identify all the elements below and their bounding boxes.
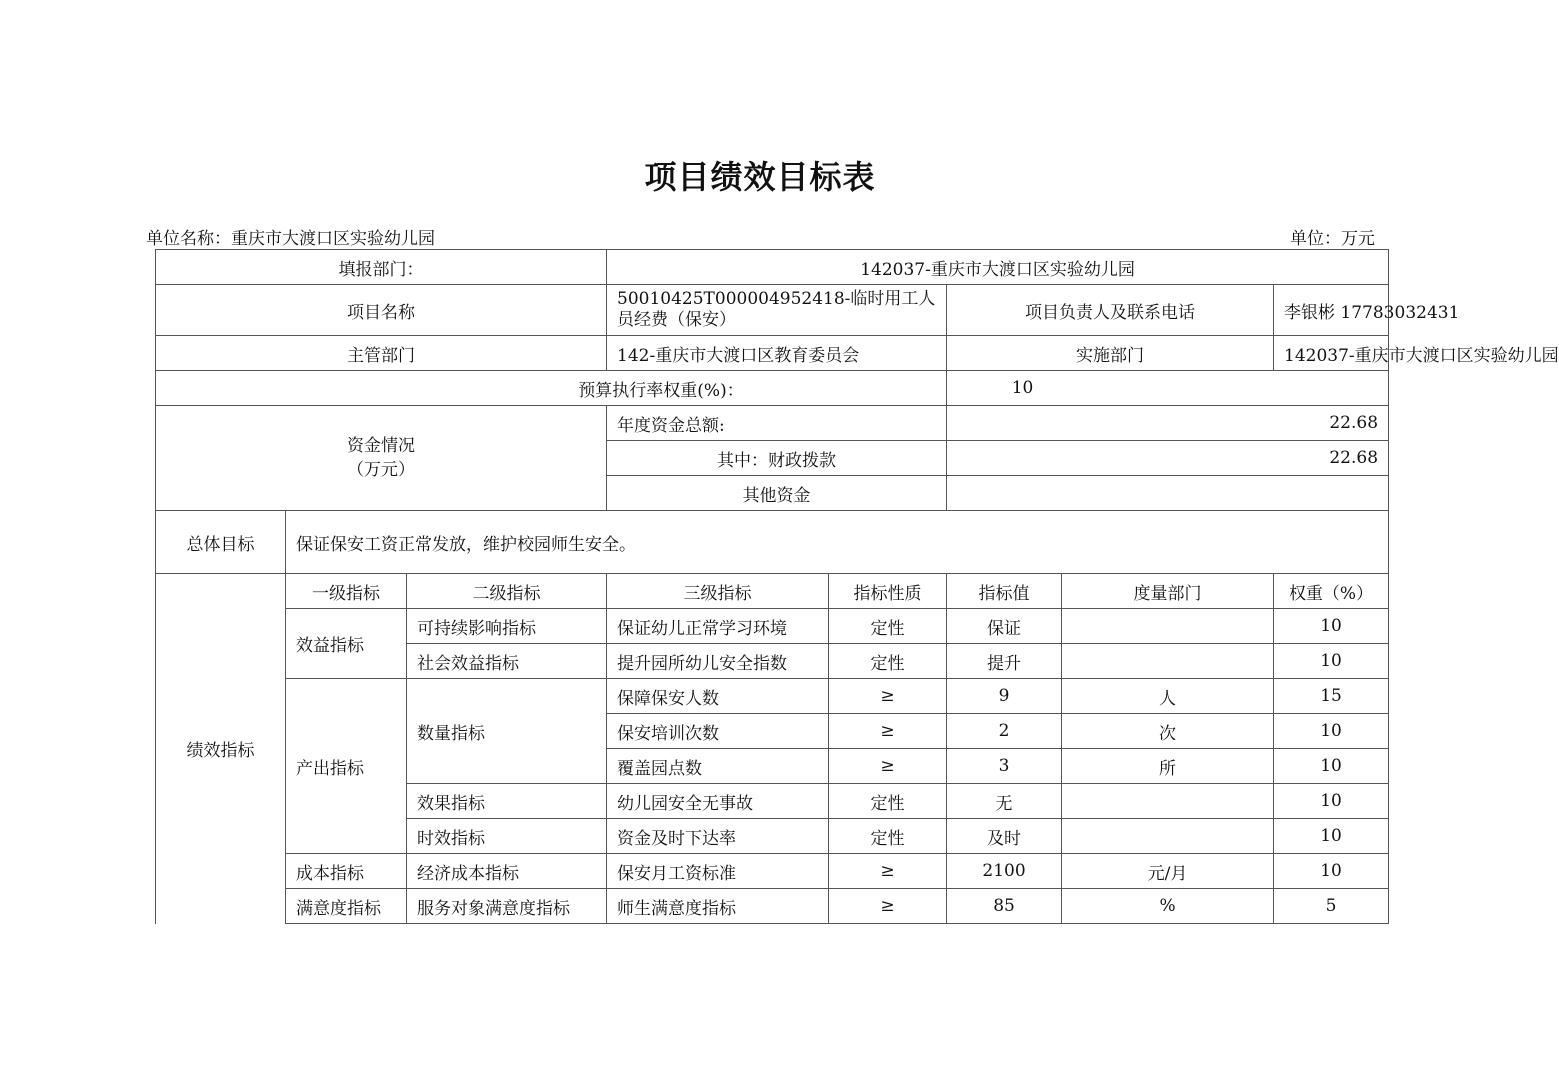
project-name-row [156, 285, 1389, 336]
header-weight: 权重（%） [1274, 574, 1389, 609]
level2-social: 社会效益指标 [407, 644, 607, 679]
table-row [156, 679, 1389, 714]
performance-table [155, 249, 1559, 924]
value-cell: 3 [947, 749, 1062, 784]
nature-cell: 定性 [829, 644, 947, 679]
project-name-label: 项目名称 [156, 285, 607, 336]
budget-weight-row [156, 371, 1389, 406]
unit-cell [1062, 784, 1274, 819]
header-row [156, 574, 1389, 609]
level3-cell: 保安培训次数 [607, 714, 829, 749]
header-level3: 三级指标 [607, 574, 829, 609]
nature-cell: ≥ [829, 889, 947, 924]
supervisor-label: 主管部门 [156, 336, 607, 371]
fill-dept-label: 填报部门： [156, 250, 607, 285]
unit-name: 单位名称：重庆市大渡口区实验幼儿园 [146, 229, 435, 249]
level1-output: 产出指标 [286, 679, 407, 854]
funds-label [156, 406, 607, 511]
fiscal-label: 其中：财政拨款 [607, 441, 947, 476]
value-cell: 2100 [947, 854, 1062, 889]
level2-timeliness: 时效指标 [407, 819, 607, 854]
value-cell: 9 [947, 679, 1062, 714]
value-cell: 提升 [947, 644, 1062, 679]
header-level1: 一级指标 [286, 574, 407, 609]
nature-cell: ≥ [829, 854, 947, 889]
goal-row [156, 511, 1389, 574]
annual-total-label: 年度资金总额: [607, 406, 947, 441]
level2-economic: 经济成本指标 [407, 854, 607, 889]
level3-cell: 保障保安人数 [607, 679, 829, 714]
level1-satisfaction: 满意度指标 [286, 889, 407, 924]
unit-cell [1062, 819, 1274, 854]
fiscal-value: 22.68 [947, 441, 1389, 476]
level3-cell: 提升园所幼儿安全指数 [607, 644, 829, 679]
level2-service: 服务对象满意度指标 [407, 889, 607, 924]
value-cell: 保证 [947, 609, 1062, 644]
annual-total-row [156, 406, 1389, 441]
unit-cell: % [1062, 889, 1274, 924]
level1-cost: 成本指标 [286, 854, 407, 889]
supervisor-value: 142-重庆市大渡口区教育委员会 [607, 336, 947, 371]
value-cell: 无 [947, 784, 1062, 819]
header-unit: 度量部门 [1062, 574, 1274, 609]
budget-weight-label: 预算执行率权重(%)： [156, 371, 947, 406]
nature-cell: 定性 [829, 819, 947, 854]
nature-cell: ≥ [829, 679, 947, 714]
unit-cell: 元/月 [1062, 854, 1274, 889]
level3-cell: 师生满意度指标 [607, 889, 829, 924]
weight-cell: 10 [1274, 714, 1389, 749]
fill-dept-row [156, 250, 1389, 285]
header-level2: 二级指标 [407, 574, 607, 609]
level3-cell: 覆盖园点数 [607, 749, 829, 784]
impl-label: 实施部门 [947, 336, 1274, 371]
goal-label: 总体目标 [156, 511, 286, 574]
supervisor-row [156, 336, 1389, 371]
table-row [156, 854, 1389, 889]
other-funds-value [947, 476, 1389, 511]
level3-cell: 资金及时下达率 [607, 819, 829, 854]
weight-cell: 10 [1274, 749, 1389, 784]
unit-cell [1062, 644, 1274, 679]
value-cell: 2 [947, 714, 1062, 749]
level2-quantity: 数量指标 [407, 679, 607, 784]
nature-cell: ≥ [829, 714, 947, 749]
nature-cell: 定性 [829, 784, 947, 819]
weight-cell: 10 [1274, 644, 1389, 679]
unit-cell: 次 [1062, 714, 1274, 749]
unit-cell: 人 [1062, 679, 1274, 714]
page-title: 项目绩效目标表 [644, 158, 876, 196]
funds-label-text: 资金情况（万元） [347, 436, 415, 480]
weight-cell: 15 [1274, 679, 1389, 714]
unit-cell: 所 [1062, 749, 1274, 784]
level3-cell: 保安月工资标准 [607, 854, 829, 889]
weight-cell: 5 [1274, 889, 1389, 924]
header-value: 指标值 [947, 574, 1062, 609]
nature-cell: ≥ [829, 749, 947, 784]
unit-cell [1062, 609, 1274, 644]
fill-dept-value: 142037-重庆市大渡口区实验幼儿园 [607, 250, 1389, 285]
header-nature: 指标性质 [829, 574, 947, 609]
nature-cell: 定性 [829, 609, 947, 644]
level3-cell: 幼儿园安全无事故 [607, 784, 829, 819]
perf-label: 绩效指标 [156, 574, 286, 924]
value-cell: 及时 [947, 819, 1062, 854]
unit-label: 单位：万元 [1290, 229, 1375, 249]
level3-cell: 保证幼儿正常学习环境 [607, 609, 829, 644]
table-row [156, 889, 1389, 924]
other-funds-label: 其他资金 [607, 476, 947, 511]
impl-value: 142037-重庆市大渡口区实验幼儿园 [1274, 336, 1389, 371]
weight-cell: 10 [1274, 854, 1389, 889]
weight-cell: 10 [1274, 819, 1389, 854]
owner-value: 李银彬 17783032431 [1274, 285, 1389, 336]
table-row [156, 609, 1389, 644]
project-name-value: 50010425T000004952418-临时用工人员经费（保安） [607, 285, 947, 336]
annual-total-value: 22.68 [947, 406, 1389, 441]
weight-cell: 10 [1274, 784, 1389, 819]
level1-benefit: 效益指标 [286, 609, 407, 679]
owner-label: 项目负责人及联系电话 [947, 285, 1274, 336]
level2-effect: 效果指标 [407, 784, 607, 819]
value-cell: 85 [947, 889, 1062, 924]
weight-cell: 10 [1274, 609, 1389, 644]
level2-sustain: 可持续影响指标 [407, 609, 607, 644]
budget-weight-value: 10 [947, 371, 1389, 406]
goal-value: 保证保安工资正常发放，维护校园师生安全。 [286, 511, 1389, 574]
